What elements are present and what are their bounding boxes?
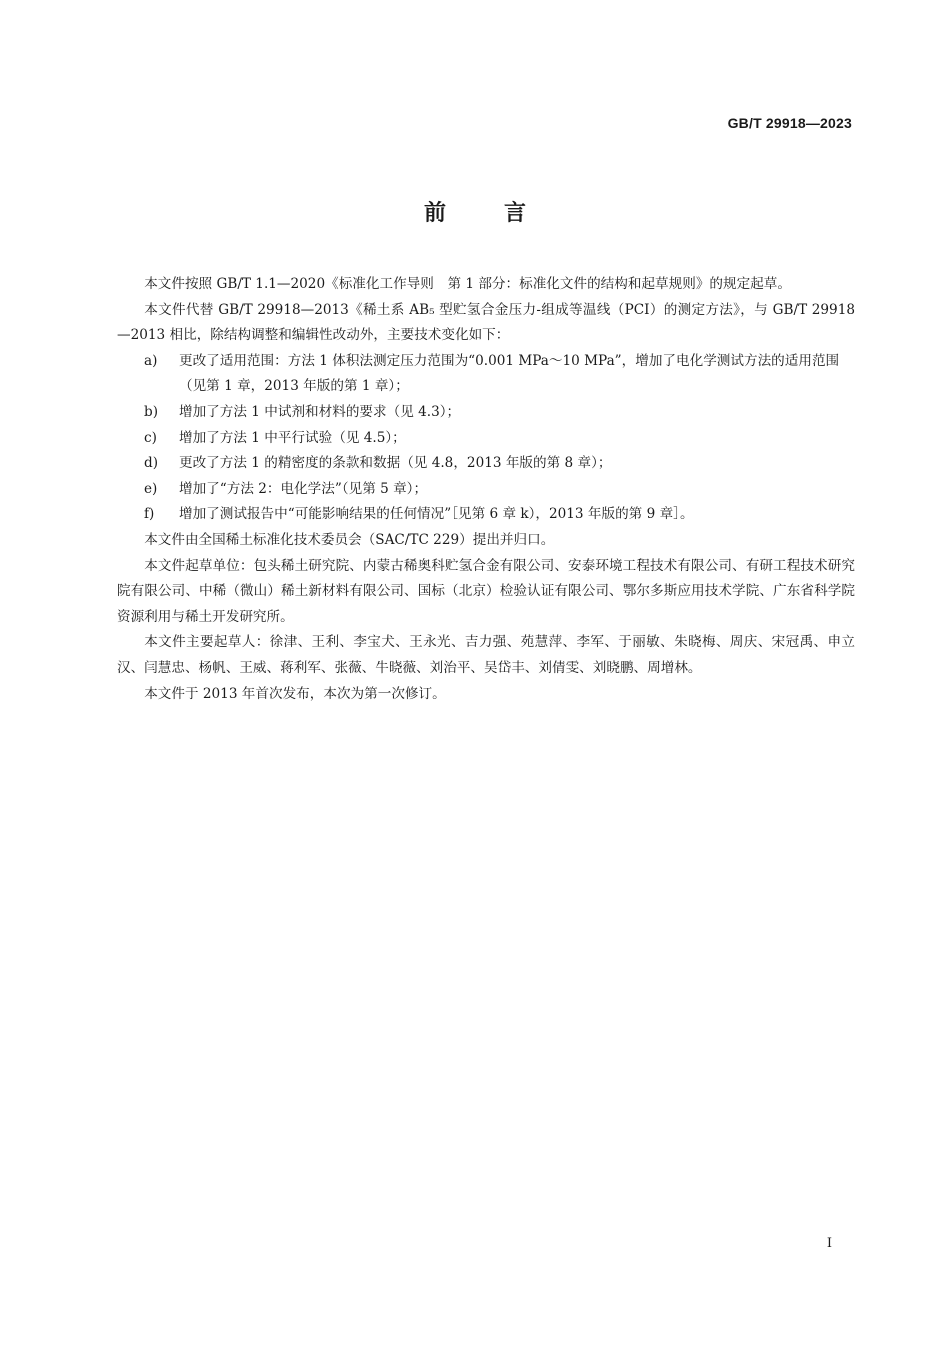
standard-code: GB/T 29918—2023 xyxy=(727,115,852,131)
list-item-marker: e) xyxy=(144,480,158,497)
list-item-marker: a) xyxy=(144,352,158,369)
list-item-text: 增加了测试报告中“可能影响结果的任何情况”［见第 6 章 k），2013 年版的第 9 章］。 xyxy=(179,506,694,523)
list-item-marker: b) xyxy=(144,403,159,420)
list-item-marker: d) xyxy=(144,455,159,472)
list-item xyxy=(117,349,855,400)
list-item-text: 更改了适用范围：方法 1 体积法测定压力范围为“0.001 MPa～10 MPa”，增加了电化学测试方法的适用范围（见第 1 章，2013 年版的第 1 章）； xyxy=(179,352,840,395)
list-item-marker: c) xyxy=(144,429,157,446)
list-item xyxy=(117,426,855,452)
list-item-text: 增加了方法 1 中平行试验（见 4.5）； xyxy=(179,429,406,446)
page-title: 前言 xyxy=(423,201,584,226)
list-item-text: 增加了方法 1 中试剂和材料的要求（见 4.3）； xyxy=(179,403,461,420)
paragraph-history: 本文件于 2013 年首次发布，本次为第一次修订。 xyxy=(144,685,446,702)
paragraph-replacement: 本文件代替 GB/T 29918—2013《稀土系 AB₅ 型贮氢合金压力-组成等温线（PCI）的测定方法》，与 GB/T 29918—2013 相比，除结构调整和编辑性改动外，主要技术变化如下： xyxy=(117,301,855,344)
document-body xyxy=(117,272,855,707)
paragraph-drafters: 本文件主要起草人：徐津、王利、李宝犬、王永光、吉力强、苑慧萍、李军、于丽敏、朱晓梅、周庆、宋冠禹、申立汉、闫慧忠、杨帆、王威、蒋利军、张薇、牛晓薇、刘治平、吴岱丰、刘倩雯、刘晓鹏、周增林。 xyxy=(117,634,855,676)
list-item xyxy=(117,477,855,503)
list-item xyxy=(117,451,855,477)
list-item xyxy=(117,502,855,528)
list-item xyxy=(117,400,855,426)
paragraph-proposer: 本文件由全国稀土标准化技术委员会（SAC/TC 229）提出并归口。 xyxy=(144,531,555,548)
page-number: I xyxy=(826,1236,832,1251)
list-item-text: 更改了方法 1 的精密度的条款和数据（见 4.8，2013 年版的第 8 章）； xyxy=(179,455,612,472)
list-item-marker: f) xyxy=(144,506,155,523)
paragraph-drafting-rules: 本文件按照 GB/T 1.1—2020《标准化工作导则 第 1 部分：标准化文件的结构和起草规则》的规定起草。 xyxy=(144,276,791,292)
paragraph-drafting-units: 本文件起草单位：包头稀土研究院、内蒙古稀奥科贮氢合金有限公司、安泰环境工程技术有限公司、有研工程技术研究院有限公司、中稀（微山）稀土新材料有限公司、国标（北京）检验认证有限公司、鄂尔多斯应用技术学院、广东省科学院资源利用与稀土开发研究所。 xyxy=(117,557,855,625)
changes-list xyxy=(117,349,855,528)
list-item-text: 增加了“方法 2：电化学法”（见第 5 章）； xyxy=(179,480,428,497)
